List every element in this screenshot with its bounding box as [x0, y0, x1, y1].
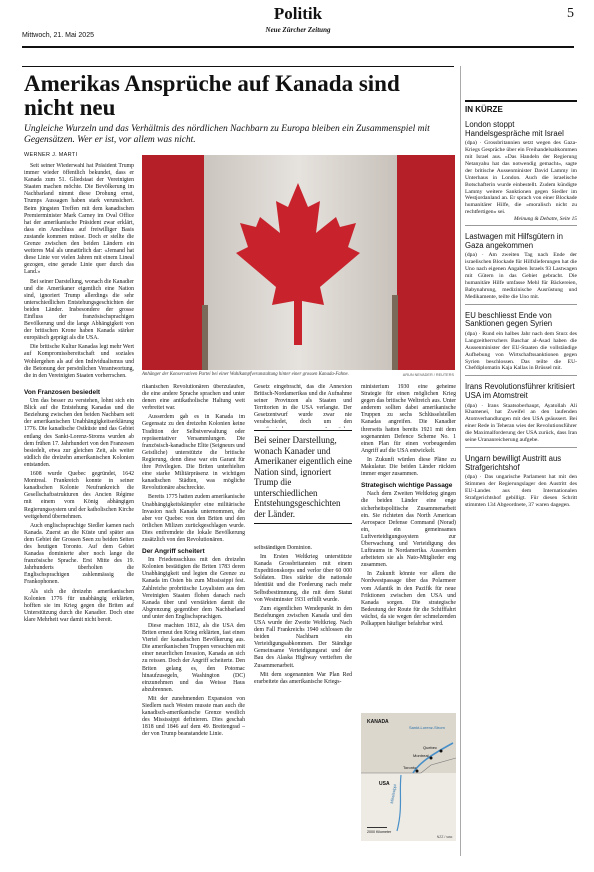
paragraph: Ausserdem gab es in Kanada im Gegensatz zu den dreizehn Kolonien keine Tradition der Selbstverwaltung oder repräsentativer Versammlungen. Die französisch-kanadische Elite (Seigneurs und Geistliche) unterstützte die britische Regierung, denn diese war ein Garant für ihre Privilegien. Die Briten unterhielten eine starke Militärpräsenz in wichtigen kanadischen Städten, was mögliche Revolutionäre abschreckte. [142, 414, 245, 492]
photo-credit: ARUN NEVADER / REUTERS [402, 373, 454, 377]
news-item-body: (dpa) · Irans Staatsoberhaupt, Ayatollah Ali Khamenei, hat Zweifel an den laufenden Atomverhandlungen mit den USA geäussert. Bei einer Rede in Teheran wies der Revolutionsführer die Maximalforderung der USA zurück, dass Iran seine Urananreicherung aufgebe. [465, 402, 577, 444]
news-item [465, 121, 577, 222]
paragraph: Seit seiner Wiederwahl hat Präsident Trump immer wieder öffentlich bekundet, dass er Kanada zum 51. Gliedstaat der Vereinigten Staaten machen möchte. Die Bevölkerung im Nachbarland nimmt diese Drohung ernst, Trumps Aussagen haben stark verunsichert. Beim jüngsten Treffen mit dem kanadischen Premierminister Mark Carney im Oval Office hat der amerikanische Präsident zwar erklärt, dass ein Anschluss auf freiwilliger Basis zustande kommen müsse. Doch er stellte die Grenze zwischen den beiden Ländern ein weiteres Mal als unnatürlich dar: «Jemand hat diese Linie vor vielen Jahren mit einem Lineal gezogen, eine gerade Linie quer durch das Land.» [24, 163, 134, 276]
news-item-headline: London stoppt Handelsgespräche mit Israel [465, 120, 564, 138]
map-svg [361, 713, 456, 841]
pull-quote: Bei seiner Darstellung, wonach Kanader und Amerikaner eigentlich eine Nation sind, ignoriert Trump die unterschiedlichen Entstehungsgeschichten der Länder. [254, 430, 352, 524]
news-item-headline: Irans Revolutionsführer kritisiert USA im Atomstreit [465, 382, 575, 400]
paragraph: Nach dem Zweiten Weltkrieg gingen die beiden Länder eine enge sicherheitspolitische Zusammenarbeit ein. Sie richteten das North American Aerospace Defense Command (Norad) ein, ein gemeinsames Luftverteidigungssystem zur Überwachung und Verteidigung des Luftraums in Nordamerika. Ausserdem arbeiteten sie als Nato-Mitglieder eng zusammen. [361, 491, 456, 569]
news-item-body: (dpa) · Grossbritannien setzt wegen des Gaza-Kriegs Gespräche über ein Freihandelsabkommen mit Israel aus. «Das Handeln der Regierung Netanyahu hat das notwendig gemacht», sagte der britische Aussenminister David Lammy im Unterhaus in London. Auch die israelische Botschafterin wurde einbestellt. Zudem kündigte Lammy weitere Sanktionen gegen Siedler im Westjordanland an. Er sprach von einer Blockade humanitärer Hilfe, die «moralisch nicht zu rechtfertigen» sei. [465, 140, 577, 216]
map-label-usa: USA [379, 781, 390, 787]
news-item-headline: Lastwagen mit Hilfsgütern in Gaza angekommen [465, 232, 563, 250]
sidebar-in-kuerze [465, 100, 577, 509]
paragraph: Mit dem sogenannten War Plan Red erarbeitete das amerikanische Kriegs- [254, 671, 352, 685]
paragraph: Als sich die dreizehn amerikanischen Kolonien 1776 für unabhängig erklärten, hofften sie im Krieg gegen die Briten auf Unterstützung durch die Kanadier. Doch eine klare Mehrheit war damit nicht bereit. [24, 588, 134, 623]
section-heading: Strategisch wichtige Passage [361, 482, 453, 490]
news-item-body: (dpa) · Rund ein halbes Jahr nach dem Sturz des Langzeitherrschers Baschar al-Asad haben die Aussenminister der EU-Staaten die vollständige Aufhebung von Wirtschaftssanktionen gegen Syrien beschlossen. Das teilte die EU-Chefdiplomatin Kaja Kallas in Brüssel mit. [465, 330, 577, 372]
map-label-river: Sankt-Lorenz-Strom [409, 725, 445, 730]
paragraph: In Zukunft könnte vor allem die Nordwestpassage über das Polarmeer vom Atlantik in den Pazifik für neue Friktionen zwischen den USA und Kanada sorgen. Die strategische Bedeutung der Route für die Schifffahrt wächst, da sie wegen der schmelzenden Polkappen häufiger befahrbar wird. [361, 571, 456, 627]
paragraph: Gesetz eingebracht, das die Annexion Britisch-Nordamerikas und die Aufnahme seiner Provinzen als Staaten und Territorien in die USA verlangte. Der Gesetzentwurf wurde zwar nie verabschiedet, doch um den [254, 384, 352, 426]
article-column-2 [142, 384, 245, 850]
map-credit: NZZ / saw. [436, 835, 453, 839]
divider [465, 375, 577, 376]
news-item-body: (dpa) · Das ungarische Parlament hat mit den Stimmen der Regierungslager den Austritt des EU-Landes aus dem Internationalen Strafgerichtshof gebilligt. Für diesen Schritt stimmten 134 Abgeordnete, 37 waren dagegen. [465, 474, 577, 508]
newspaper-name: Neue Zürcher Zeitung [265, 26, 331, 34]
section-heading: Von Franzosen besiedelt [24, 389, 101, 396]
paragraph: ministerium 1930 eine geheime Strategie für einen möglichen Krieg gegen das britische Weltreich aus. Unter anderem sollten dabei amerikanische Truppen zu sechs Schlüsselstellen Kanadas angreifen. Die Kanadier ihrerseits hatten bereits 1921 mit dem sogenannten Defence Scheme No. 1 einen Plan für einen vorbeugenden Angriff auf die USA entwickelt. [361, 384, 456, 454]
sidebar-title: IN KÜRZE [465, 100, 577, 114]
paragraph: Zum eigentlichen Wendepunkt in den Beziehungen zwischen Kanada und den USA wurde der Zweite Weltkrieg. Nach dem Fall Frankreichs 1940 schlossen die beiden Nachbarn ein Verteidigungsabkommen. Der Ständige Gemeinsame Verteidigungsrat und der Bau des Alaska Highway vertieften die Zusammenarbeit. [254, 605, 352, 669]
paragraph: rikanischen Revolutionären überzulaufen, die eine andere Sprache sprachen und unter denen eine antikatholische Haltung weit verbreitet war. [142, 384, 245, 412]
map-graphic [361, 713, 456, 841]
map-label-montreal: Montreal [413, 753, 429, 758]
paragraph: Bei seiner Darstellung, wonach die Kanadier und die Amerikaner eigentlich eine Nation sind, ignoriert Trump allerdings die sehr unterschiedlichen Entstehungsgeschichten der beiden Länder. Insbesondere der grosse Einfluss der französischsprachigen Bevölkerung und die lange Abhängigkeit von der britischen Krone haben Kanada stärker europäisch geprägt als die USA. [24, 278, 134, 342]
canada-flag-image [142, 155, 455, 370]
paragraph: selbständigen Dominion. [254, 545, 312, 551]
section-title: Politik [273, 4, 323, 23]
divider [465, 304, 577, 305]
map-scale: 2000 Kilometer [367, 830, 392, 834]
paragraph: In Zukunft würden diese Pläne zu Makulatur. Die beiden Länder rückten immer enger zusammen. [361, 456, 456, 478]
news-item-headline: Ungarn bewilligt Austritt aus Strafgerichtshof [465, 453, 562, 472]
news-item-headline: EU beschliesst Ende von Sanktionen gegen Syrien [465, 310, 553, 329]
article-column-1b [24, 385, 134, 850]
divider [465, 447, 577, 448]
paragraph: Im Ersten Weltkrieg unterstützte Kanada Grossbritannien mit einem Expeditionskorps und verlor über 60 000 Soldaten. Dies stärkte die nationale Identität und die Forderung nach mehr Selbstbestimmung, die mit dem Statut von Westminster 1931 erfüllt wurde. [254, 554, 352, 603]
paragraph: Die britische Kultur Kanadas legt mehr Wert auf Kompromissbereitschaft und soziales Wohlergehen als auf den Individualismus und die Betonung der persönlichen Verantwortung, die in den Vereinigten Staaten vorherrschen. [24, 344, 134, 379]
map-label-kanada: KANADA [367, 719, 389, 725]
photo-caption: Anhänger der Konservativen Partei bei einer Wahlkampfveranstaltung hinter einer grossen Kanada-Fahne. [142, 372, 349, 377]
article-column-3 [254, 545, 352, 850]
masthead [22, 4, 574, 44]
issue-date: Mittwoch, 21. Mai 2025 [22, 32, 94, 39]
headline-rule [22, 66, 454, 67]
article-photo [142, 155, 455, 370]
article-headline: Amerikas Ansprüche auf Kanada sind nicht neu [24, 71, 400, 120]
paragraph: Um das besser zu verstehen, lohnt sich ein Blick auf die Entstehung Kanadas und die Beziehung zwischen den beiden Nachbarn seit der amerikanischen Unabhängigkeitserklärung 1776. Die kanadische Ostküste und das Gebiet entlang des Sankt-Lorenz-Stroms wurden ab dem frühen 17. Jahrhundert von den Franzosen besiedelt, etwa zur gleichen Zeit, als weiter südlich die dreizehn amerikanischen Kolonien entstanden. [24, 398, 134, 468]
article-column-4 [361, 384, 456, 709]
news-item [465, 455, 577, 509]
map-label-mississippi: Mississippi [389, 783, 398, 804]
news-item-reference: Meinung & Debatte, Seite 15 [513, 216, 577, 223]
news-item-body: (dpa) · Am zweiten Tag nach Ende der israelischen Blockade für Hilfslieferungen hat die Uno nach eigenen Angaben Israels 93 Lastwagen mit Gütern in das Gebiet gebracht. Die humanitäre Hilfe umfasse Mehl für Bäckereien, Babynahrung, medizinische Ausrüstung und Medikamente, teilte die Uno mit. [465, 252, 577, 300]
article-column-1 [24, 163, 134, 385]
news-item [465, 233, 577, 301]
section-heading: Der Angriff scheitert [142, 548, 205, 556]
sidebar-divider [460, 66, 461, 856]
map-label-quebec: Quebec [423, 745, 438, 750]
divider [465, 225, 577, 226]
masthead-rule [22, 46, 574, 48]
news-item [465, 383, 577, 444]
paragraph: Im Friedensschluss mit den dreizehn Kolonien bestätigten die Briten 1783 deren Unabhängigkeit und legten die Grenze zu Kanada im Osten bis zum Mississippi fest. Zahlreiche probritische Loyalisten aus den Vereinigten Staaten flohen danach nach Kanada über und verstärkten damit die Abgrenzung gegenüber dem Nachbarland und unter den Englischsprachigen. [142, 557, 245, 620]
article-subheadline: Ungleiche Wurzeln und das Verhältnis des nördlichen Nachbarn zu Europa bleiben ein Zusammenspiel mit Gegensätzen. Wer er ist, vor allem was nicht. [24, 124, 430, 145]
paragraph: Bereits 1775 hatten zudem amerikanische Unabhängigkeitskämpfer eine militärische Invasion nach Kanada unternommen, die aber vor Quebec von den Briten und den örtlichen Milizen zurückgeschlagen wurde. Dies entfremdete die lokale Bevölkerung zusätzlich von den Revolutionären. [142, 494, 245, 543]
article-author: WERNER J. MARTI [24, 152, 78, 158]
paragraph: Auch englischsprachige Siedler kamen nach Kanada. Zuerst an die Küste und später aus dem Gebiet der Grossen Seen zu beiden Seiten des heutigen Toronto. Auf dem Gebiet Kanadas dominierte aber noch lange die französische Sprache. Erst Mitte des 19. Jahrhunderts überholten die Englischsprachigen zahlenmässig die Frankophonen. [24, 522, 134, 586]
article-column-3-top [254, 384, 352, 428]
map-label-toronto: Toronto [403, 765, 417, 770]
page-number: 5 [567, 6, 574, 21]
paragraph: Mit der zunehmenden Expansion von Siedlern nach Westen musste man auch die kanadisch-amerikanische Grenze westlich des Mississippi definieren. Dies geschah 1818 und 1846 auf dem 49. Breitengrad – der von Trump beanstandete Linie. [142, 695, 245, 738]
paragraph: 1608 wurde Quebec gegründet, 1642 Montreal. Frankreich konnte in seiner kanadischen Kolonie Neufrankreich die Gesellschaftsstrukturen des Ancien Régime mit einem vom König abhängigen Regierungssystem und der katholischen Kirche weitgehend übernehmen. [24, 471, 134, 520]
news-item [465, 312, 577, 373]
paragraph: Diese machten 1812, als die USA den Briten erneut den Krieg erklärten, fast einen Viertel der kanadischen Bevölkerung aus. Die amerikanischen Truppen versuchten mit einer neuerlichen Invasion, Kanada an sich zu reissen. Doch der Angriff scheiterte. Den Briten gelang es, den Potomac hinaufzusegeln, Washington (DC) einzunehmen und das Weisse Haus abzubrennen. [142, 623, 245, 693]
